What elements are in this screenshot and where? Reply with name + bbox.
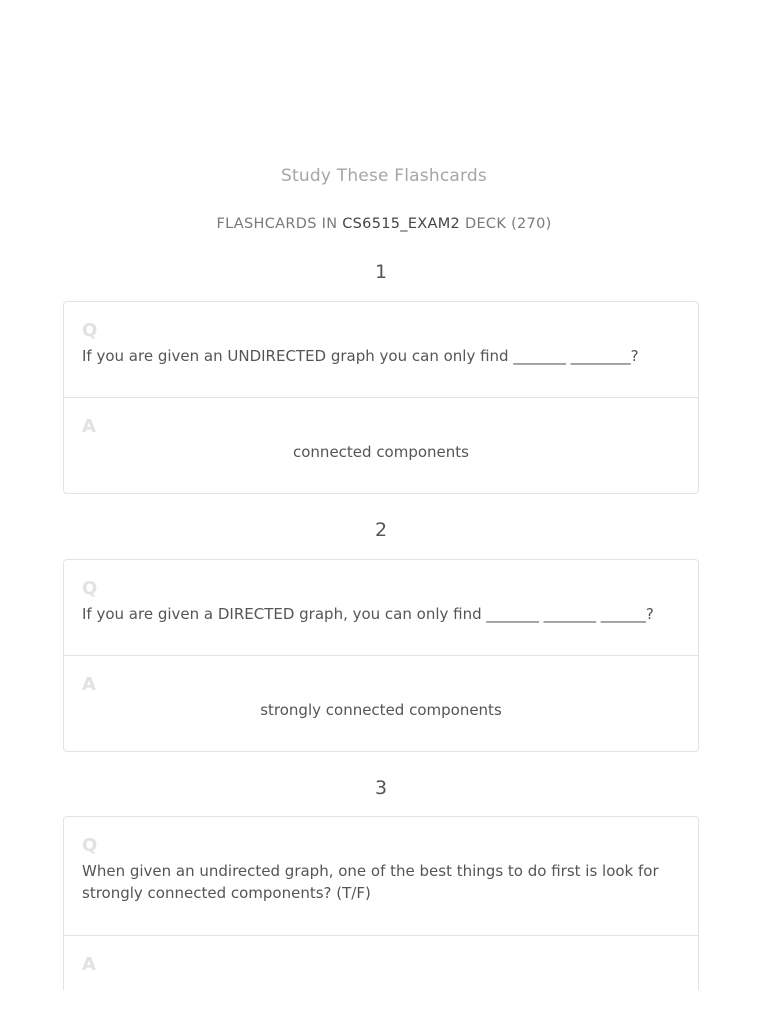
question-letter: Q: [82, 835, 98, 856]
question-letter: Q: [82, 320, 98, 341]
deck-name: CS6515_EXAM2: [342, 216, 461, 232]
answer-side: [64, 397, 698, 493]
flashcard[interactable]: [63, 301, 699, 494]
card-number: 2: [374, 519, 388, 541]
question-side: [64, 302, 698, 397]
deck-heading-suffix: DECK (270): [460, 216, 552, 232]
deck-heading-prefix: FLASHCARDS IN: [216, 216, 343, 232]
flashcard[interactable]: [63, 559, 699, 752]
question-side: [64, 560, 698, 655]
card-number: 3: [374, 777, 388, 799]
question-text: When given an undirected graph, one of the best things to do first is look for strongly connected components? (T/F): [82, 862, 659, 902]
question-letter: Q: [82, 578, 98, 599]
flashcard[interactable]: [63, 816, 699, 990]
answer-letter: A: [82, 674, 96, 695]
answer-text: strongly connected components: [260, 701, 502, 719]
answer-letter: A: [82, 416, 96, 437]
question-side: [64, 817, 698, 935]
question-text: If you are given a DIRECTED graph, you can only find _______ _______ ______?: [82, 605, 654, 623]
answer-side: [64, 935, 698, 990]
card-number: 1: [374, 261, 388, 283]
section-title: Study These Flashcards: [281, 166, 487, 186]
answer-letter: A: [82, 954, 96, 975]
question-text: If you are given an UNDIRECTED graph you can only find _______ ________?: [82, 347, 639, 365]
deck-heading: [0, 216, 768, 232]
answer-side: [64, 655, 698, 751]
answer-text: connected components: [293, 443, 469, 461]
